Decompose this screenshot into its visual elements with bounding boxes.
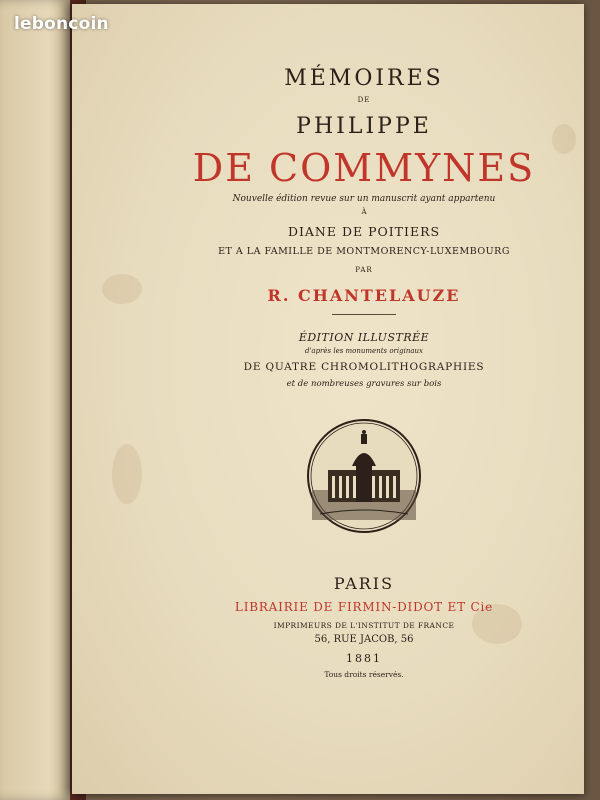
title-commynes: DE COMMYNES [192, 146, 536, 190]
title-de: DE [357, 96, 371, 104]
edition-illustree: ÉDITION ILLUSTRÉE [298, 331, 430, 344]
subtitle-a: À [361, 208, 367, 216]
edition-chromolithographies: DE QUATRE CHROMOLITHOGRAPHIES [243, 361, 485, 373]
subtitle-nouvelle-edition: Nouvelle édition revue sur un manuscrit ayant appartenu [232, 194, 496, 204]
publisher-city: PARIS [333, 574, 395, 593]
divider-rule [332, 314, 396, 315]
publication-year: 1881 [346, 652, 382, 665]
title-page [72, 4, 584, 794]
printer-line: IMPRIMEURS DE L'INSTITUT DE FRANCE [273, 621, 455, 630]
subtitle-famille: ET A LA FAMILLE DE MONTMORENCY-LUXEMBOURG [218, 246, 510, 257]
title-memoires: MÉMOIRES [284, 66, 444, 91]
edition-gravures: et de nombreuses gravures sur bois [286, 379, 442, 389]
publisher-name: LIBRAIRIE DE FIRMIN-DIDOT ET Cie [234, 600, 494, 614]
rights-notice: Tous droits réservés. [324, 670, 404, 679]
author-par: PAR [355, 266, 373, 274]
author-name: R. CHANTELAUZE [267, 286, 461, 305]
institut-de-france-vignette [306, 418, 422, 534]
edition-apres: d'après les monuments originaux [304, 347, 423, 355]
leboncoin-watermark-logo: leboncoin [14, 14, 109, 34]
title-philippe: PHILIPPE [296, 114, 432, 139]
left-page-edge [0, 0, 70, 800]
subtitle-diane: DIANE DE POITIERS [287, 224, 441, 239]
publisher-address: 56, RUE JACOB, 56 [314, 634, 414, 645]
